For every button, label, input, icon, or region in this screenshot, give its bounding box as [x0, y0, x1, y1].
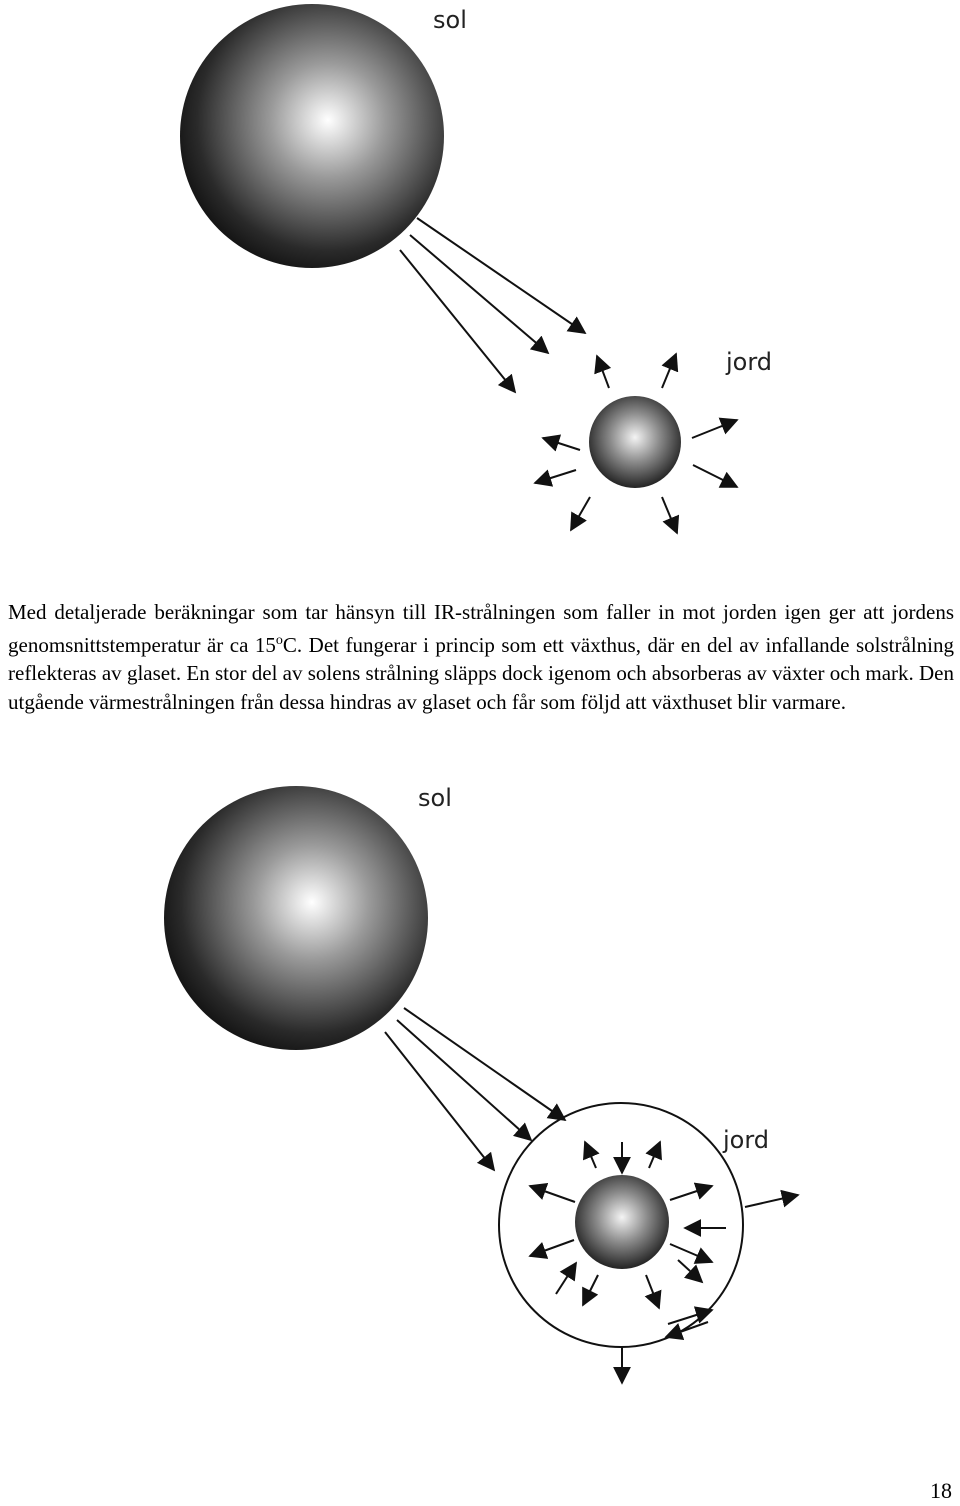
- body-paragraph: [8, 598, 954, 716]
- sun-earth-diagram-top: [0, 0, 960, 560]
- earth-label: jord: [726, 348, 773, 376]
- earth-label: jord: [723, 1126, 770, 1154]
- earth: [589, 396, 681, 488]
- degree-superscript: o: [275, 632, 283, 648]
- paragraph-text-part1: Med detaljerade beräkningar som tar hänsyn till IR-strålningen som faller in mot jorden igen ger att jordens genomsnittstemperatur är ca 15: [8, 600, 954, 657]
- sun: [180, 4, 444, 268]
- incoming-radiation-arrows: [385, 1008, 565, 1170]
- earth: [575, 1175, 669, 1269]
- page-number: 18: [930, 1478, 952, 1503]
- sun-earth-greenhouse-diagram: [0, 770, 960, 1400]
- sun: [164, 786, 428, 1050]
- sun-label: sol: [433, 6, 467, 34]
- incoming-radiation-arrows: [400, 218, 585, 392]
- sun-label: sol: [418, 784, 452, 812]
- paragraph-text-part2: C. Det fungerar i princip som ett växthus, där en del av infallande solstrålning reflekteras av glaset. En stor del av solens strålning släpps dock igenom och absorberas av växter och mark. Den utgående värmestrålningen från dessa hindras av glaset och får som följd att växthuset blir varmare.: [8, 632, 954, 714]
